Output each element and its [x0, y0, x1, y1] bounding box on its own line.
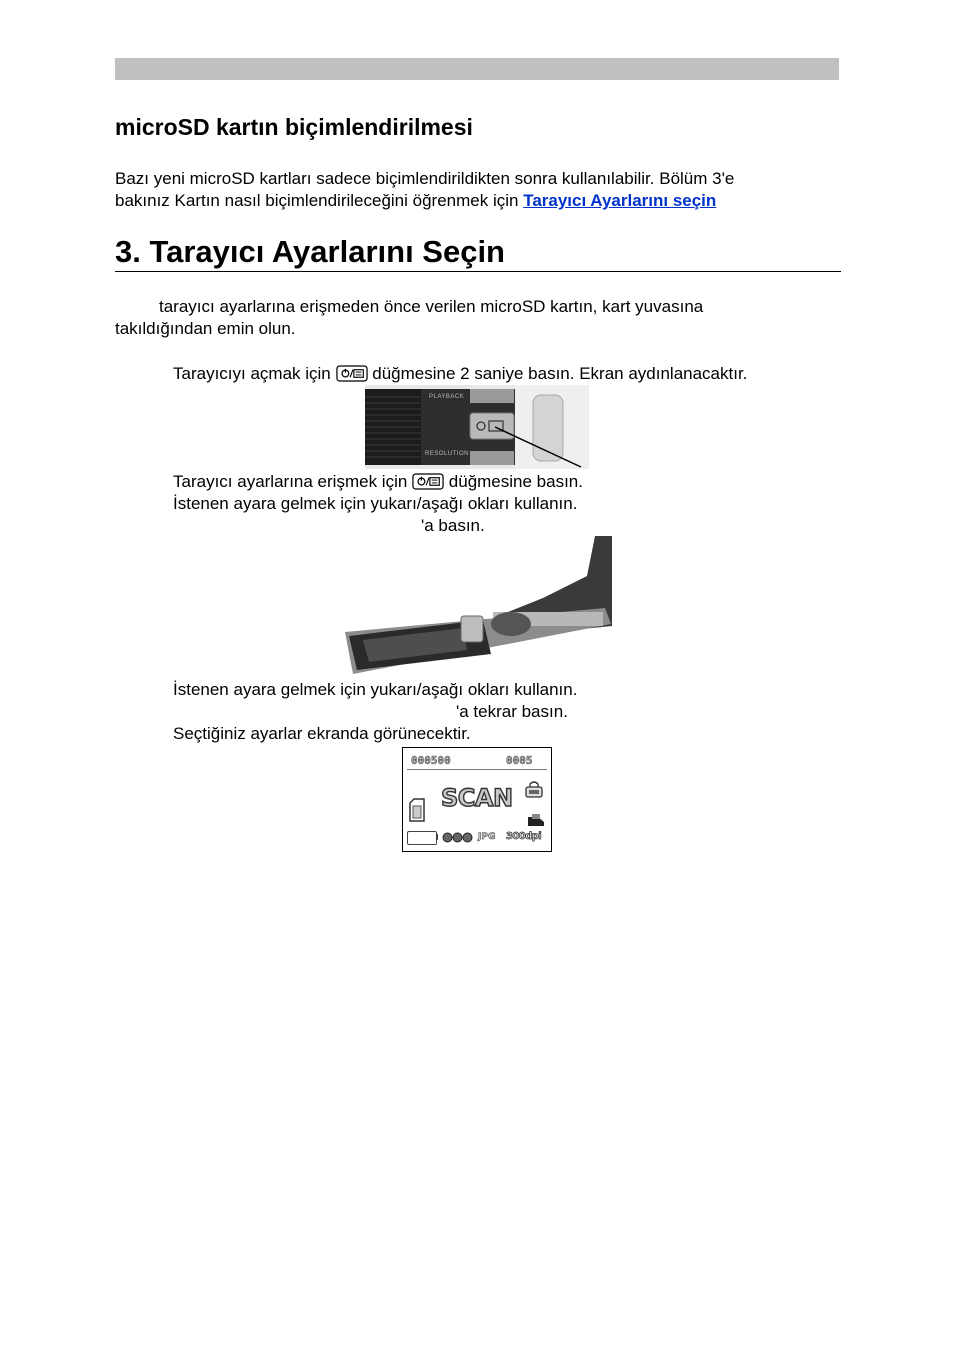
intro-line-2: takıldığından emin olun.: [115, 319, 296, 338]
step-2-before: Tarayıcı ayarlarına erişmek için: [173, 472, 408, 491]
step-1: [173, 363, 747, 385]
step-5: İstenen ayara gelmek için yukarı/aşağı okları kullanın.: [173, 680, 578, 699]
header-bar: [115, 58, 839, 80]
lcd-counter-right: 0005: [506, 754, 533, 767]
battery-tip: [436, 834, 438, 840]
scanner-buttons-photo: [365, 385, 589, 469]
scan-direction-icon: [527, 813, 545, 827]
step-1-before: Tarayıcıyı açmak için: [173, 364, 331, 383]
format-line-1: Bazı yeni microSD kartları sadece biçimlendirildikten sonra kullanılabilir. Bölüm 3'e: [115, 169, 735, 188]
battery-icon: [407, 831, 437, 845]
step-4: 'a basın.: [421, 516, 485, 535]
lcd-mode: SCAN: [441, 784, 513, 812]
lcd-counter-left: 000500: [411, 754, 451, 767]
power-menu-button-icon: [412, 473, 444, 490]
playback-label: PLAYBACK: [429, 394, 465, 400]
scanner-press-drawing: [343, 536, 612, 677]
intro-line-1: tarayıcı ayarlarına erişmeden önce verilen microSD kartın, kart yuvasına: [159, 297, 704, 316]
format-paragraph: [115, 168, 734, 212]
step-2-after: düğmesine basın.: [448, 472, 583, 491]
lcd-screen: [402, 747, 552, 852]
step-1-after: düğmesine 2 saniye basın. Ekran aydınlanacaktır.: [372, 364, 748, 383]
format-line-2-text: bakınız Kartın nasıl biçimlendirileceğini öğrenmek için: [115, 191, 524, 210]
scanner-press-photo: [343, 536, 612, 677]
section-heading: microSD kartın biçimlendirilmesi: [115, 114, 473, 140]
step-2: [173, 471, 583, 493]
resolution-label: RESOLUTION: [425, 451, 470, 457]
step-3: İstenen ayara gelmek için yukarı/aşağı okları kullanın.: [173, 494, 578, 513]
sd-card-icon: [409, 798, 425, 822]
color-mode-icon: [442, 832, 474, 843]
scanner-buttons-drawing: [365, 385, 589, 469]
title-rule: [115, 271, 841, 272]
lock-icon: [524, 781, 544, 798]
power-menu-button-icon: [336, 365, 368, 382]
lcd-format: JPG: [478, 832, 496, 842]
step-7: Seçtiğiniz ayarlar ekranda görünecektir.: [173, 724, 471, 743]
chapter-title: 3. Tarayıcı Ayarlarını Seçin: [115, 234, 505, 269]
lcd-resolution: 300dpi: [506, 831, 542, 842]
format-line-2: [115, 190, 734, 212]
settings-link[interactable]: Tarayıcı Ayarlarını seçin: [523, 191, 717, 210]
step-6: 'a tekrar basın.: [456, 702, 568, 721]
